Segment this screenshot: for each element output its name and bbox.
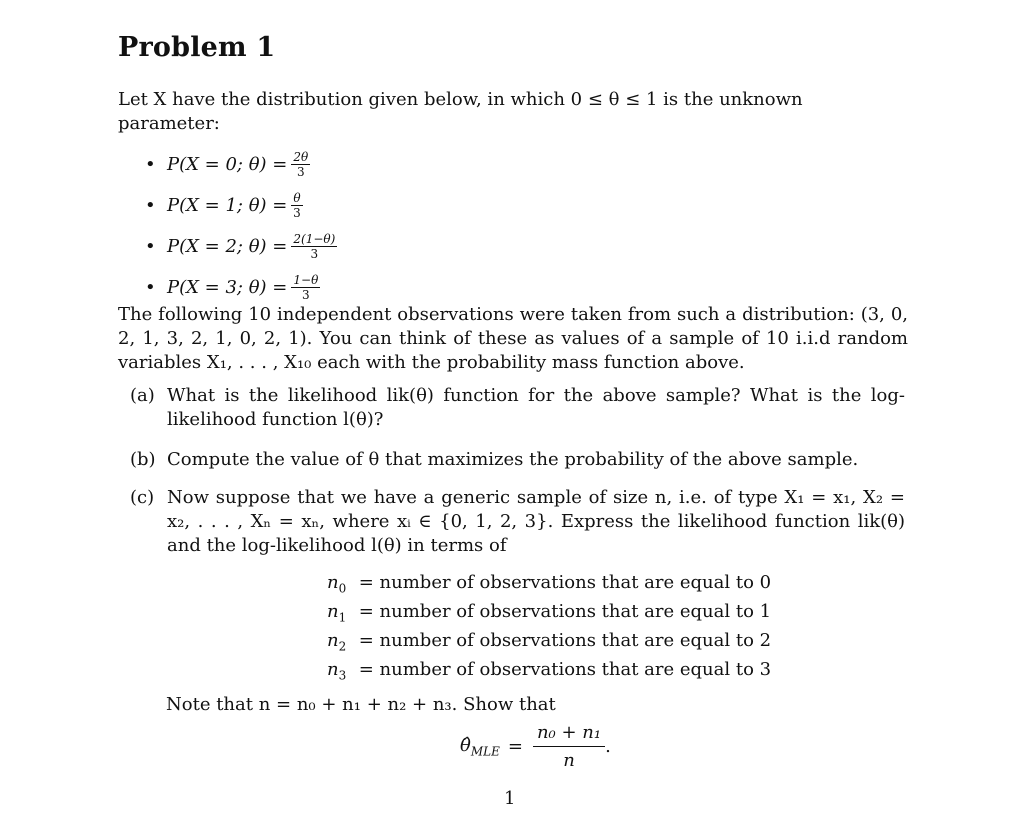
page-title: Problem 1 xyxy=(118,32,276,63)
pmf-numerator: 1−θ xyxy=(293,273,319,287)
question-c xyxy=(130,486,905,558)
question-a xyxy=(130,384,905,432)
observations-paragraph: The following 10 independent observations were taken from such a distribution: (3, 0, 2, 1, 3, 2, 1, 0, 2, 1). You can think of these as values of a sample of 10 i.i.d random variables X₁, . . . , X₁₀ each with the probability mass function above. xyxy=(118,304,908,373)
bullet-icon: • xyxy=(145,154,156,175)
question-text: Compute the value of θ that maximizes the probability of the above sample. xyxy=(167,449,859,470)
pmf-denominator: 3 xyxy=(296,165,305,179)
pmf-lhs: P(X = 0; θ) = xyxy=(167,154,288,175)
mle-numerator: n₀ + n₁ xyxy=(533,722,605,747)
pmf-lhs: P(X = 3; θ) = xyxy=(167,277,288,298)
question-text: Now suppose that we have a generic sample of size n, i.e. of type X₁ = x₁, X₂ = x₂, . . . , Xₙ = xₙ, where xᵢ ∈ {0, 1, 2, 3}. Express the likelihood function lik(θ) and the log-likelihood l(θ) in terms of xyxy=(167,487,905,556)
question-label: (c) xyxy=(130,487,155,508)
mle-denominator: n xyxy=(563,750,575,771)
pmf-numerator: 2θ xyxy=(293,150,309,164)
pmf-numerator: 2(1−θ) xyxy=(293,232,336,246)
list-item xyxy=(145,144,337,185)
list-item xyxy=(145,267,337,308)
pmf-lhs: P(X = 2; θ) = xyxy=(167,236,288,257)
definition-text: = number of observations that are equal to 3 xyxy=(358,659,772,680)
definition-variable: $n_3$ xyxy=(327,659,347,683)
question-b xyxy=(130,448,905,472)
pmf-denominator: 3 xyxy=(302,288,310,302)
note-text: Note that n = n₀ + n₁ + n₂ + n₃. Show that xyxy=(166,694,556,715)
intro-text: Let X have the distribution given below, in which 0 ≤ θ ≤ 1 is the unknown parameter: xyxy=(118,89,803,134)
list-item xyxy=(145,185,337,226)
mle-equation xyxy=(460,722,611,771)
definition-text: = number of observations that are equal to 2 xyxy=(358,630,772,651)
page-number: 1 xyxy=(504,788,516,809)
mle-lhs: $\thetâ_{MLE}$ xyxy=(460,734,500,759)
pmf-denominator: 3 xyxy=(293,206,301,220)
question-label: (b) xyxy=(130,449,156,470)
pmf-lhs: P(X = 1; θ) = xyxy=(167,195,288,216)
definition-text: = number of observations that are equal to 0 xyxy=(358,572,772,593)
bullet-icon: • xyxy=(145,236,156,257)
pmf-denominator: 3 xyxy=(310,247,319,261)
bullet-icon: • xyxy=(145,277,156,298)
pmf-list xyxy=(145,144,337,308)
list-item xyxy=(145,226,337,267)
mle-period: . xyxy=(605,736,611,757)
definition-text: = number of observations that are equal to 1 xyxy=(358,601,772,622)
definitions-block xyxy=(327,568,771,684)
pmf-fraction xyxy=(291,274,320,301)
question-label: (a) xyxy=(130,385,155,406)
mle-fraction xyxy=(533,722,605,771)
pmf-fraction xyxy=(291,233,337,260)
bullet-icon: • xyxy=(145,195,156,216)
pmf-numerator: θ xyxy=(293,191,301,205)
definition-row xyxy=(327,568,771,597)
definition-variable: $n_0$ xyxy=(327,572,347,596)
definition-row xyxy=(327,626,771,655)
mle-equals: = xyxy=(507,736,523,757)
question-text: What is the likelihood lik(θ) function for the above sample? What is the log-likelihood function l(θ)? xyxy=(167,385,905,430)
pmf-fraction xyxy=(291,151,310,178)
definition-row xyxy=(327,597,771,626)
definition-variable: $n_1$ xyxy=(327,601,347,625)
definition-variable: $n_2$ xyxy=(327,630,347,654)
definition-row xyxy=(327,655,771,684)
pmf-fraction xyxy=(291,192,302,219)
